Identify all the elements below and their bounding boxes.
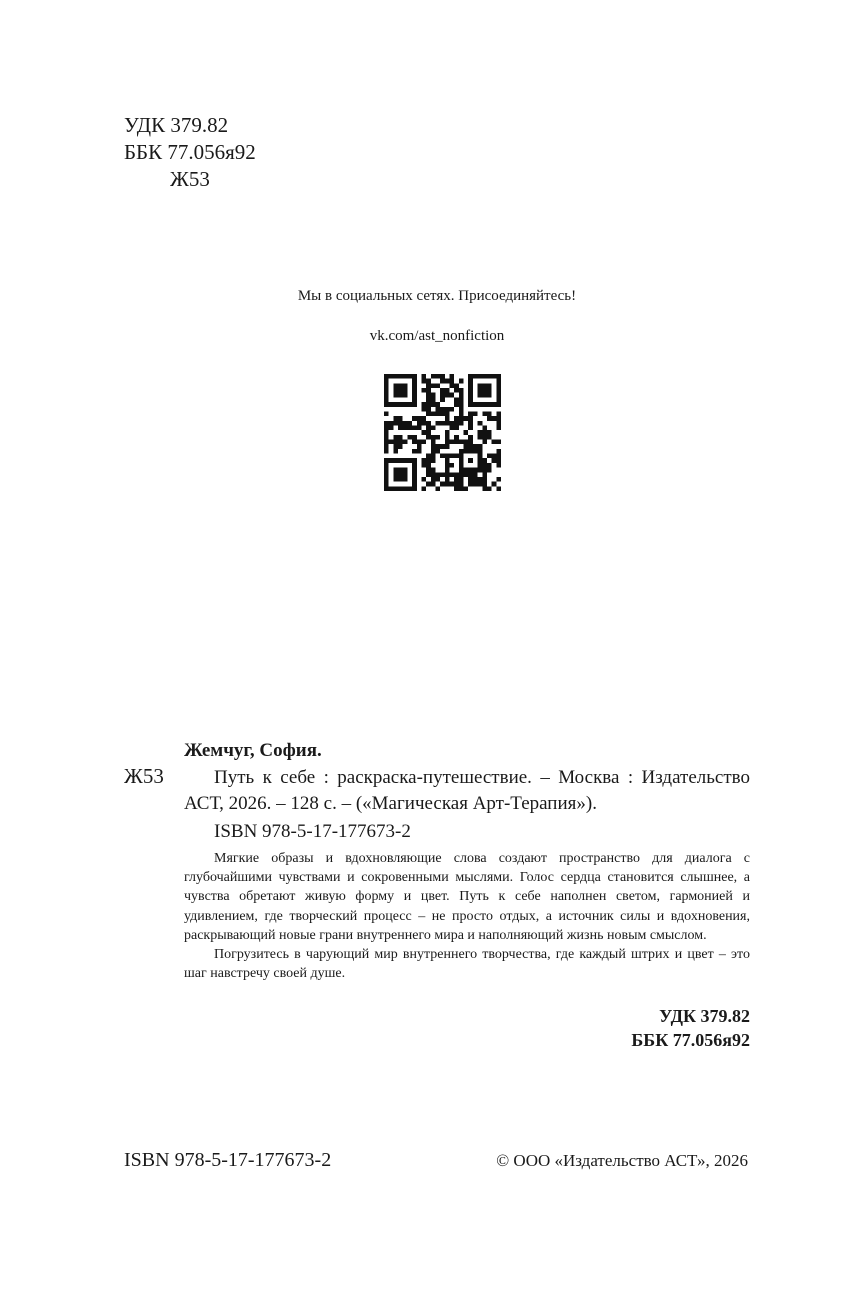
record-isbn: ISBN 978-5-17-177673-2 [214,821,411,842]
author-sign: Ж53 [170,167,210,191]
annotation-paragraph: Мягкие образы и вдохновляющие слова создают пространство для диалога с глубочайшими чувствами и сокровенными мыслями. Голос сердца становится слышнее, а чувства обретают живую форму и цвет. Путь к себе наполнен светом, гармонией и удивлением, где творческий процесс – не просто отдых, а источник силы и вдохновения, раскрывающий новые грани внутреннего мира и наполняющий жизнь новым смыслом. [184,851,750,943]
footer-copyright: © ООО «Издательство АСТ», 2026 [496,1151,748,1170]
classification-bottom [631,1004,750,1052]
udk-code-bottom: УДК 379.82 [659,1006,750,1026]
social-title: Мы в социальных сетях. Присоединяйтесь! [297,288,577,304]
record-author-sign: Ж53 [124,764,164,788]
annotation-paragraph: Погрузитесь в чарующий мир внутреннего творчества, где каждый штрих и цвет – это шаг навстречу своей душе. [184,947,750,982]
footer-isbn: ISBN 978-5-17-177673-2 [124,1149,332,1171]
bbk-code-bottom: ББК 77.056я92 [631,1030,750,1050]
udk-code: УДК 379.82 [124,113,229,137]
annotation [184,849,750,983]
bbk-code: ББК 77.056я92 [124,140,256,164]
record-author: Жемчуг, София. [184,740,322,761]
social-url[interactable]: vk.com/ast_nonfiction [369,328,505,344]
qr-code-icon[interactable] [384,374,501,491]
classification-top [124,112,256,193]
record-title-line: Путь к себе : раскраска-путешествие. – Москва : Издательство АСТ, 2026. – 128 с. – («Магическая Арт-Терапия»). [184,767,750,814]
